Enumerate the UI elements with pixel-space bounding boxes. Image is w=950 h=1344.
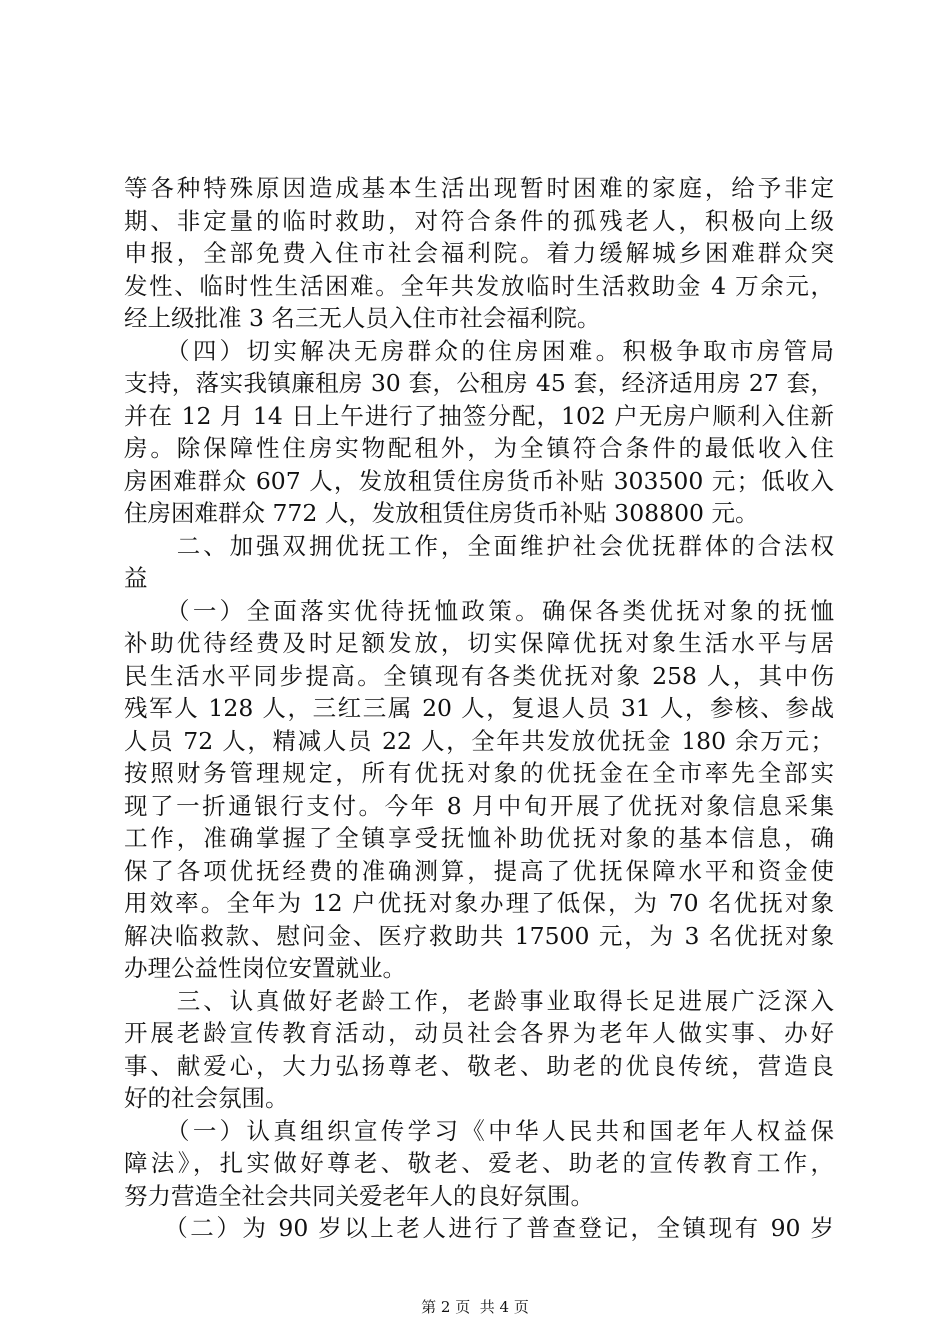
text-line: 房困难群众 607 人，发放租赁住房货币补贴 303500 元；低收入 bbox=[124, 466, 834, 495]
text-line: （二）为 90 岁以上老人进行了普查登记，全镇现有 90 岁 bbox=[124, 1214, 834, 1242]
text-line: 发性、临时性生活困难。全年共发放临时生活救助金 4 万余元， bbox=[124, 271, 834, 300]
text-line: 事、献爱心，大力弘扬尊老、敬老、助老的优良传统，营造良 bbox=[124, 1051, 834, 1080]
text-line: （四）切实解决无房群众的住房困难。积极争取市房管局 bbox=[124, 336, 834, 365]
text-line: 残军人 128 人，三红三属 20 人，复退人员 31 人，参核、参战 bbox=[124, 694, 834, 722]
text-line: 经上级批准 3 名三无人员入住市社会福利院。 bbox=[124, 304, 601, 332]
text-line: 益 bbox=[124, 564, 148, 592]
text-line: 期、非定量的临时救助，对符合条件的孤残老人，积极向上级 bbox=[124, 206, 834, 235]
text-line: 房。除保障性住房实物配租外，为全镇符合条件的最低收入住 bbox=[124, 434, 834, 462]
text-line: 现了一折通银行支付。今年 8 月中旬开展了优抚对象信息采集 bbox=[124, 791, 834, 820]
text-line: 按照财务管理规定，所有优抚对象的优抚金在全市率先全部实 bbox=[124, 759, 834, 787]
text-line: （一）认真组织宣传学习《中华人民共和国老年人权益保 bbox=[124, 1116, 834, 1145]
page-footer: 第 2 页 共 4 页 bbox=[421, 1298, 529, 1316]
text-line: 好的社会氛围。 bbox=[124, 1084, 289, 1112]
text-line: 补助优待经费及时足额发放，切实保障优抚对象生活水平与居 bbox=[124, 629, 834, 657]
text-line: 工作，准确掌握了全镇享受抚恤补助优抚对象的基本信息，确 bbox=[124, 824, 834, 852]
text-line: 用效率。全年为 12 户优抚对象办理了低保，为 70 名优抚对象 bbox=[124, 889, 834, 917]
text-line: 障法》，扎实做好尊老、敬老、爱老、助老的宣传教育工作， bbox=[124, 1149, 834, 1177]
text-line: 人员 72 人，精减人员 22 人，全年共发放优抚金 180 余万元； bbox=[124, 726, 834, 755]
text-line: 等各种特殊原因造成基本生活出现暂时困难的家庭，给予非定 bbox=[124, 174, 834, 202]
text-line: 支持，落实我镇廉租房 30 套，公租房 45 套，经济适用房 27 套， bbox=[124, 369, 834, 397]
document-body bbox=[124, 172, 834, 1245]
text-line: 住房困难群众 772 人，发放租赁住房货币补贴 308800 元。 bbox=[124, 499, 759, 527]
text-line: 解决临救款、慰问金、医疗救助共 17500 元，为 3 名优抚对象 bbox=[124, 921, 834, 950]
text-line: 努力营造全社会共同关爱老年人的良好氛围。 bbox=[124, 1181, 594, 1210]
text-line: （一）全面落实优待抚恤政策。确保各类优抚对象的抚恤 bbox=[124, 596, 834, 625]
text-line: 办理公益性岗位安置就业。 bbox=[124, 954, 406, 982]
text-line: 并在 12 月 14 日上午进行了抽签分配，102 户无房户顺利入住新 bbox=[124, 401, 834, 430]
text-line: 民生活水平同步提高。全镇现有各类优抚对象 258 人，其中伤 bbox=[124, 661, 834, 690]
text-line: 三、认真做好老龄工作，老龄事业取得长足进展广泛深入 bbox=[124, 986, 834, 1015]
text-line: 开展老龄宣传教育活动，动员社会各界为老年人做实事、办好 bbox=[124, 1019, 834, 1047]
text-line: 保了各项优抚经费的准确测算，提高了优抚保障水平和资金使 bbox=[124, 856, 834, 885]
text-line: 二、加强双拥优抚工作，全面维护社会优抚群体的合法权 bbox=[124, 531, 834, 560]
text-line: 申报，全部免费入住市社会福利院。着力缓解城乡困难群众突 bbox=[124, 239, 834, 267]
